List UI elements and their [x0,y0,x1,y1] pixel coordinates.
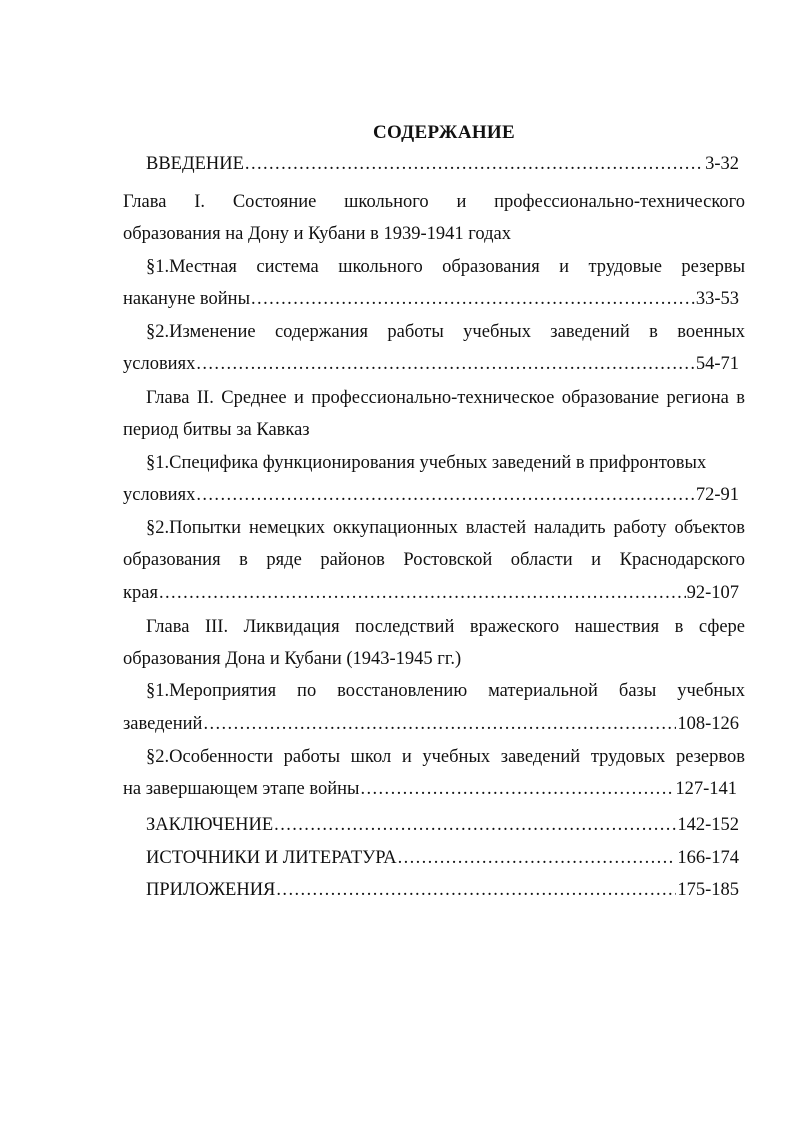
toc-entry-label: края [123,583,158,603]
chapter-3-heading-line-1: Глава III. Ликвидация последствий вражеского нашествия в сфере [146,617,745,637]
toc-entry-label: ИСТОЧНИКИ И ЛИТЕРАТУРА [146,848,397,868]
toc-entry-section-1-1[interactable] [123,287,739,311]
toc-entry-pages: 175-185 [677,880,739,900]
section-1-2-line-1: §2.Изменение содержания работы учебных заведений в военных [146,322,745,342]
toc-entry-section-1-2[interactable] [123,352,739,376]
chapter-3-heading-line-2: образования Дона и Кубани (1943-1945 гг.) [123,649,462,669]
chapter-2-heading-line-2: период битвы за Кавказ [123,420,310,440]
toc-entry-pages: 92-107 [686,583,739,603]
dot-leader [251,287,695,311]
dot-leader [159,581,686,605]
page-title: СОДЕРЖАНИЕ [373,122,515,143]
dot-leader [203,712,676,736]
section-3-2-line-1: §2.Особенности работы школ и учебных заведений трудовых резервов [146,747,745,767]
toc-entry-conclusion[interactable] [146,813,739,837]
toc-entry-pages: 54-71 [695,354,739,374]
dot-leader [360,777,674,801]
toc-entry-label: накануне войны [123,289,251,309]
toc-entry-pages: 72-91 [695,485,739,505]
toc-entry-label: заведений [123,714,203,734]
dot-leader [274,813,676,837]
dot-leader [196,483,694,507]
toc-entry-label: ВВЕДЕНИЕ [146,154,244,174]
toc-entry-pages: 127-141 [675,779,737,799]
dot-leader [398,846,677,870]
dot-leader [245,152,704,176]
section-2-2-line-2: образования в ряде районов Ростовской области и Краснодарского [123,550,745,570]
toc-entry-pages: 142-152 [677,815,739,835]
toc-entry-pages: 33-53 [695,289,739,309]
chapter-1-heading-line-2: образования на Дону и Кубани в 1939-1941 годах [123,224,511,244]
section-2-2-line-1: §2.Попытки немецких оккупационных властей наладить работу объектов [146,518,745,538]
toc-entry-label: условиях [123,485,196,505]
toc-entry-section-3-1[interactable] [123,712,739,736]
toc-entry-sources[interactable] [146,846,739,870]
toc-entry-section-3-2[interactable] [123,777,737,801]
toc-entry-label: ЗАКЛЮЧЕНИЕ [146,815,274,835]
toc-entry-pages: 166-174 [677,848,739,868]
toc-entry-label: ПРИЛОЖЕНИЯ [146,880,276,900]
toc-entry-section-2-2[interactable] [123,581,739,605]
section-2-1-line-1: §1.Специфика функционирования учебных заведений в прифронтовых [146,453,707,473]
dot-leader [196,352,694,376]
chapter-1-heading-line-1: Глава I. Состояние школьного и профессионально-технического [123,192,745,212]
toc-entry-label: условиях [123,354,196,374]
toc-entry-pages: 108-126 [677,714,739,734]
toc-entry-appendix[interactable] [146,878,739,902]
chapter-2-heading-line-1: Глава II. Среднее и профессионально-техническое образование региона в [146,388,745,408]
section-3-1-line-1: §1.Мероприятия по восстановлению материальной базы учебных [146,681,745,701]
toc-entry-label: на завершающем этапе войны [123,779,360,799]
toc-entry-intro[interactable] [146,152,739,176]
toc-entry-section-2-1[interactable] [123,483,739,507]
dot-leader [276,878,676,902]
section-1-1-line-1: §1.Местная система школьного образования и трудовые резервы [146,257,745,277]
toc-entry-pages: 3-32 [705,154,739,174]
